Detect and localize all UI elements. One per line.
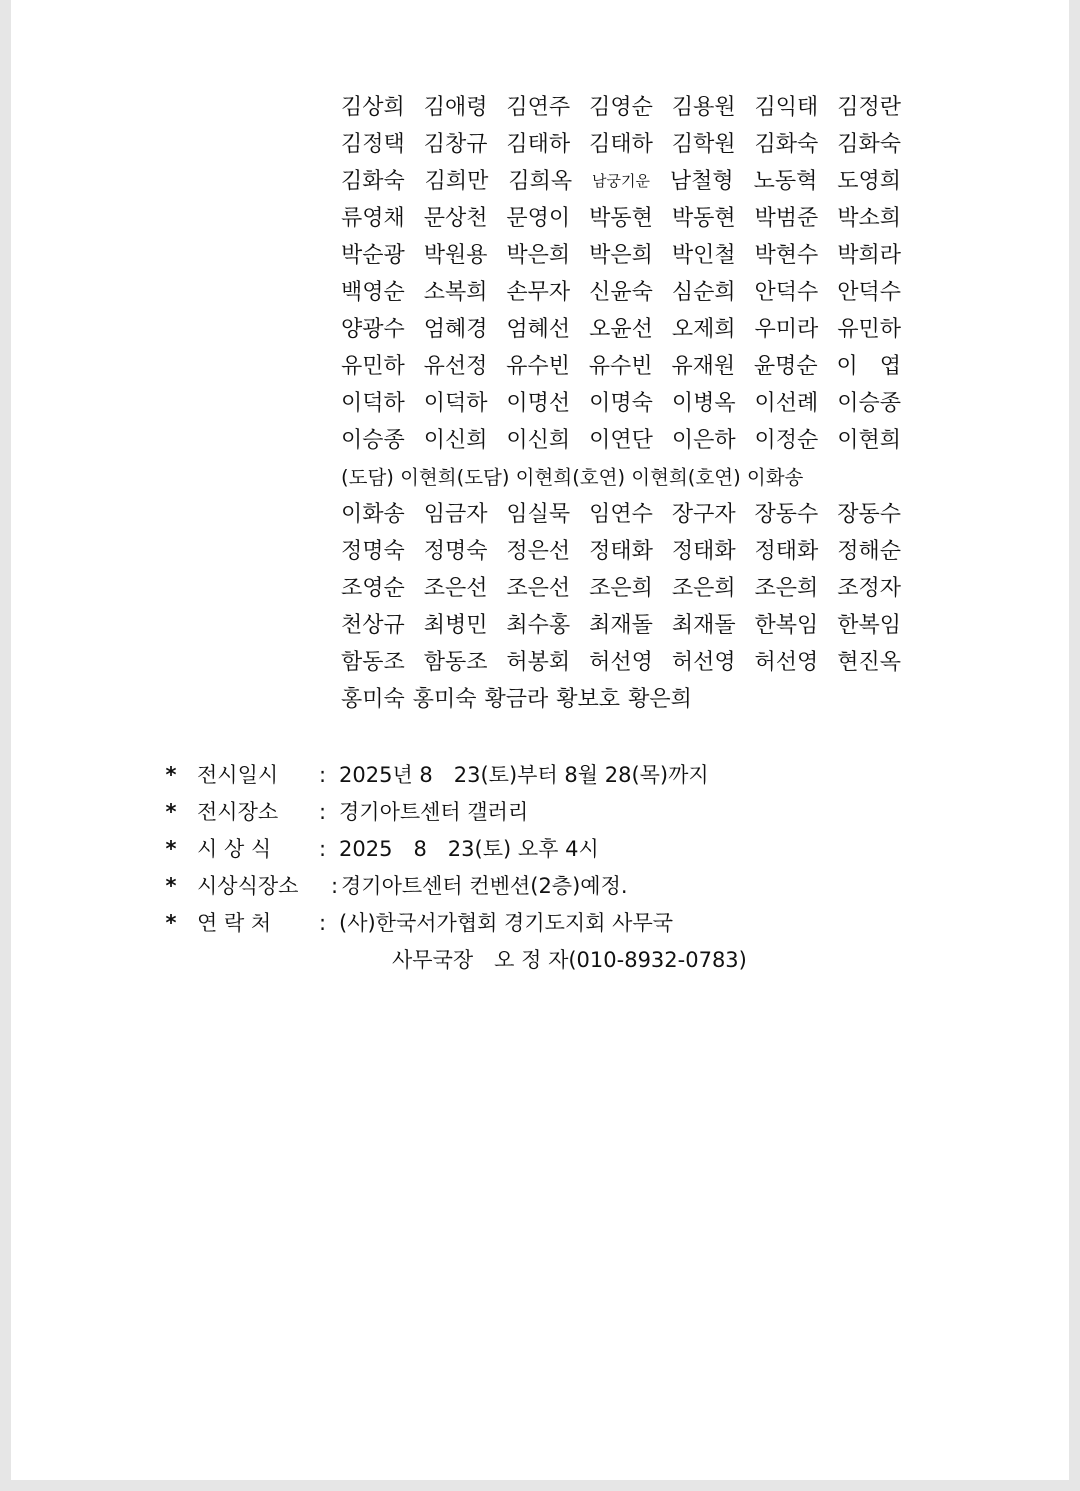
participant-name: 유수빈 <box>506 354 570 379</box>
participant-name: 오제희 <box>671 317 736 342</box>
info-value: 경기아트센터 갤러리 <box>339 800 529 824</box>
info-row-ceremony-venue <box>161 868 961 905</box>
participant-name: 임연수 <box>589 502 653 527</box>
participant-name-list <box>341 89 901 718</box>
participant-name: 정태화 <box>754 539 819 564</box>
name-line <box>341 496 901 533</box>
participant-name: 정은선 <box>506 539 571 564</box>
name-line <box>341 311 901 348</box>
name-line <box>341 89 901 126</box>
participant-name: 임금자 <box>423 502 488 527</box>
participant-name: 엄혜선 <box>506 317 571 342</box>
info-label: 시상식장소 <box>197 874 299 898</box>
participant-name: 천상규 <box>341 613 405 638</box>
participant-name: 한복임 <box>754 613 819 638</box>
info-colon: : <box>319 911 327 935</box>
participant-name: 함동조 <box>423 650 488 675</box>
participant-name: 노동혁 <box>753 169 818 194</box>
participant-name: 유수빈 <box>588 354 653 379</box>
participant-name: 정명숙 <box>423 539 488 564</box>
participant-name: 김용원 <box>671 95 736 120</box>
participant-name: 김화숙 <box>341 169 405 194</box>
participant-name: 최재돌 <box>589 613 653 638</box>
name-line <box>341 681 901 718</box>
participant-name: 조은선 <box>506 576 571 601</box>
participant-name: 장구자 <box>671 502 736 527</box>
participant-name: 장동수 <box>754 502 819 527</box>
info-colon: : <box>319 837 327 861</box>
participant-name: 안덕수 <box>754 280 819 305</box>
participant-name: 김희옥 <box>508 169 573 194</box>
participant-name: 조영순 <box>341 576 405 601</box>
info-value: 경기아트센터 컨벤션(2층)예정. <box>341 874 628 898</box>
contact-person: 사무국장 오 정 자(010-8932-0783) <box>392 948 747 972</box>
participant-name-group: (도담) 이현희(도담) 이현희(호연) 이현희(호연) 이화송 <box>341 466 804 489</box>
participant-name: 조정자 <box>837 576 901 601</box>
participant-name: 류영채 <box>341 206 405 231</box>
participant-name: 양광수 <box>341 317 405 342</box>
participant-name: 남철형 <box>669 169 734 194</box>
participant-name: 유민하 <box>341 354 405 379</box>
name-line <box>341 644 901 681</box>
bullet-icon: * <box>165 911 177 935</box>
bullet-icon: * <box>165 837 177 861</box>
participant-name: 박동현 <box>671 206 736 231</box>
info-row-contact-person <box>161 942 961 979</box>
participant-name: 김애령 <box>423 95 488 120</box>
info-colon: : <box>331 874 339 898</box>
info-colon: : <box>319 763 327 787</box>
participant-name: 조은희 <box>671 576 736 601</box>
participant-name: 최병민 <box>423 613 488 638</box>
info-value: 2025 8 23(토) 오후 4시 <box>339 837 599 861</box>
name-line <box>341 126 901 163</box>
participant-name: 김익태 <box>754 95 819 120</box>
participant-name: 박순광 <box>341 243 405 268</box>
participant-name: 허선영 <box>671 650 736 675</box>
info-value: 2025년 8 23(토)부터 8월 28(목)까지 <box>339 763 709 787</box>
participant-name: 홍미숙 <box>341 687 405 712</box>
participant-name: 이화송 <box>341 502 405 527</box>
participant-name: 신윤숙 <box>589 280 653 305</box>
participant-name: 박은희 <box>506 243 571 268</box>
participant-name: 황보호 <box>556 687 621 712</box>
participant-name: 이선례 <box>754 391 819 416</box>
name-line <box>341 422 901 459</box>
participant-name: 유재원 <box>671 354 736 379</box>
participant-name: 조은선 <box>423 576 488 601</box>
name-line <box>341 237 901 274</box>
participant-name: 김연주 <box>506 95 571 120</box>
participant-name: 허봉회 <box>506 650 571 675</box>
participant-name: 이신희 <box>423 428 488 453</box>
participant-name: 임실묵 <box>506 502 571 527</box>
participant-name: 소복희 <box>423 280 488 305</box>
name-line <box>341 459 901 496</box>
participant-name: 홍미숙 <box>412 687 477 712</box>
participant-name: 박희라 <box>837 243 901 268</box>
info-label: 연 락 처 <box>197 911 272 935</box>
participant-name: 김영순 <box>589 95 653 120</box>
participant-name: 황금라 <box>484 687 549 712</box>
info-row-exhibition-venue <box>161 794 961 831</box>
participant-name: 김상희 <box>341 95 405 120</box>
participant-name: 허선영 <box>589 650 653 675</box>
participant-name: 유민하 <box>837 317 901 342</box>
info-row-award-ceremony <box>161 831 961 868</box>
participant-name: 문영이 <box>506 206 571 231</box>
participant-name: 우미라 <box>754 317 819 342</box>
participant-name: 이현희 <box>837 428 901 453</box>
participant-name: 황은희 <box>628 687 692 712</box>
participant-name: 김화숙 <box>754 132 819 157</box>
participant-name: 최수홍 <box>506 613 571 638</box>
participant-name: 정태화 <box>671 539 736 564</box>
participant-name: 정해순 <box>837 539 901 564</box>
participant-name: 유선정 <box>423 354 488 379</box>
participant-name: 정태화 <box>589 539 653 564</box>
participant-name: 박동현 <box>589 206 653 231</box>
name-line <box>341 533 901 570</box>
participant-name: 김학원 <box>671 132 736 157</box>
bullet-icon: * <box>165 874 177 898</box>
participant-name: 이덕하 <box>423 391 488 416</box>
participant-name: 이연단 <box>589 428 653 453</box>
participant-name: 이 엽 <box>836 354 901 379</box>
participant-name: 남궁기운 <box>592 172 650 190</box>
participant-name: 조은희 <box>589 576 653 601</box>
bullet-icon: * <box>165 763 177 787</box>
info-row-exhibition-date <box>161 757 961 794</box>
participant-name: 김태하 <box>506 132 571 157</box>
participant-name: 김창규 <box>423 132 488 157</box>
participant-name: 김정란 <box>837 95 901 120</box>
participant-name: 김희만 <box>424 169 489 194</box>
participant-name: 김태하 <box>589 132 653 157</box>
name-line <box>341 200 901 237</box>
name-line <box>341 570 901 607</box>
participant-name: 박원용 <box>423 243 488 268</box>
participant-name: 이승종 <box>341 428 405 453</box>
participant-name: 이병옥 <box>671 391 736 416</box>
participant-name: 김정택 <box>341 132 405 157</box>
info-row-contact <box>161 905 961 942</box>
name-line <box>341 607 901 644</box>
participant-name: 도영희 <box>837 169 901 194</box>
participant-name: 현진옥 <box>837 650 901 675</box>
participant-name: 이신희 <box>506 428 571 453</box>
name-line <box>341 348 901 385</box>
bullet-icon: * <box>165 800 177 824</box>
participant-name: 엄혜경 <box>423 317 488 342</box>
participant-name: 심순희 <box>671 280 736 305</box>
participant-name: 안덕수 <box>837 280 901 305</box>
participant-name: 최재돌 <box>671 613 736 638</box>
exhibition-info <box>161 757 961 979</box>
info-label: 전시장소 <box>197 800 279 824</box>
participant-name: 이명숙 <box>589 391 653 416</box>
participant-name: 허선영 <box>754 650 819 675</box>
document-page <box>11 0 1069 1480</box>
participant-name: 정명숙 <box>341 539 405 564</box>
participant-name: 이승종 <box>837 391 901 416</box>
participant-name: 손무자 <box>506 280 571 305</box>
info-label: 전시일시 <box>197 763 279 787</box>
participant-name: 문상천 <box>423 206 488 231</box>
participant-name: 김화숙 <box>837 132 901 157</box>
participant-name: 박범준 <box>754 206 819 231</box>
name-line <box>341 163 901 200</box>
participant-name: 이정순 <box>754 428 819 453</box>
participant-name: 박소희 <box>837 206 901 231</box>
participant-name: 박인철 <box>671 243 736 268</box>
name-line <box>341 274 901 311</box>
info-label: 시 상 식 <box>197 837 272 861</box>
participant-name: 오윤선 <box>589 317 653 342</box>
participant-name: 이은하 <box>671 428 736 453</box>
info-colon: : <box>319 800 327 824</box>
info-value: (사)한국서가협회 경기도지회 사무국 <box>339 911 674 935</box>
participant-name: 장동수 <box>837 502 901 527</box>
participant-name: 윤명순 <box>753 354 818 379</box>
participant-name: 박은희 <box>589 243 653 268</box>
name-line <box>341 385 901 422</box>
participant-name: 이덕하 <box>341 391 405 416</box>
participant-name: 백영순 <box>341 280 405 305</box>
participant-name: 한복임 <box>837 613 901 638</box>
participant-name: 이명선 <box>506 391 571 416</box>
participant-name: 함동조 <box>341 650 405 675</box>
participant-name: 박현수 <box>754 243 819 268</box>
participant-name: 조은희 <box>754 576 819 601</box>
